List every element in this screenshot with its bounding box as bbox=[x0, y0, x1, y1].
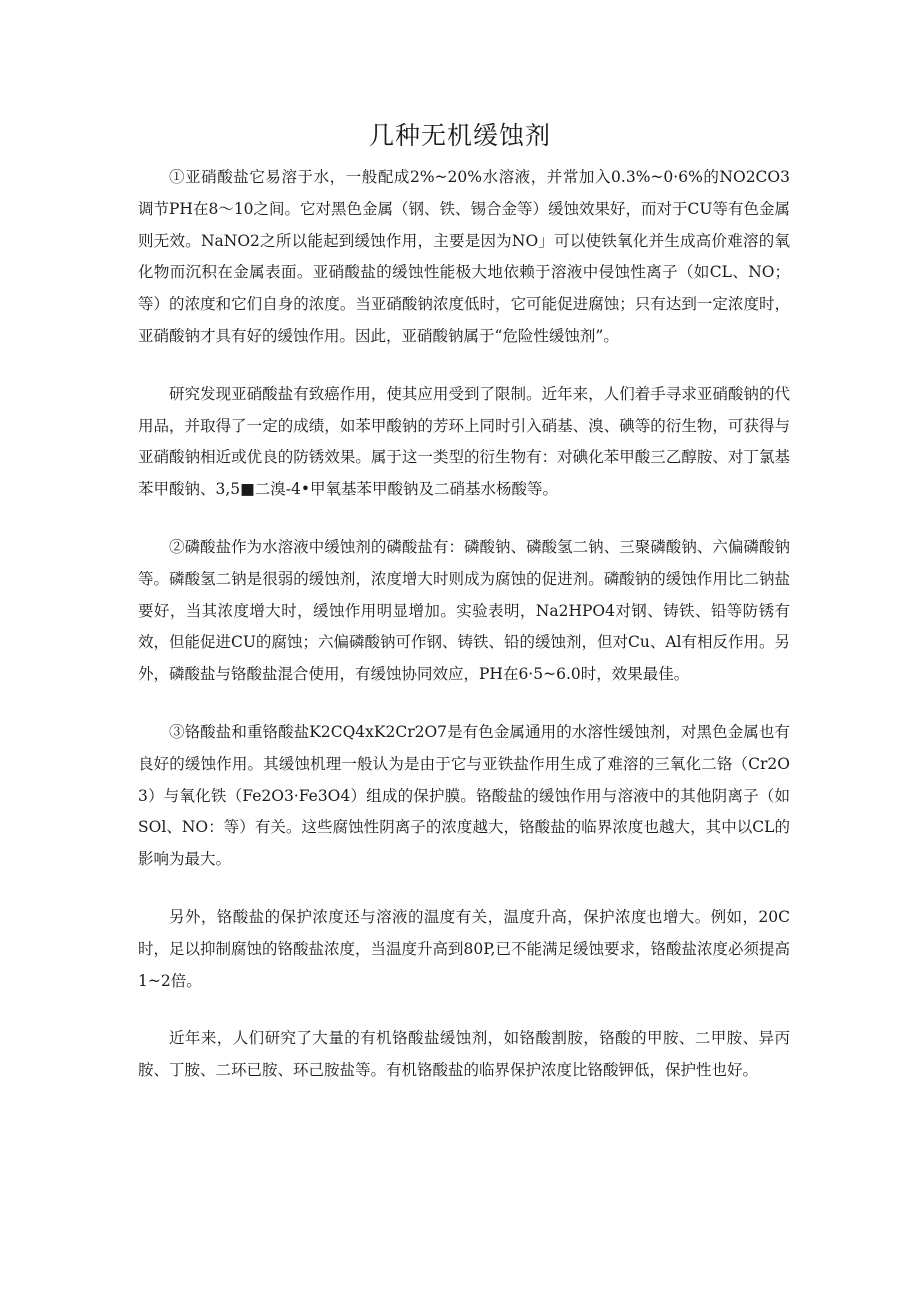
paragraph-chromate: ③铬酸盐和重铬酸盐K2CQ4xK2Cr2O7是有色金属通用的水溶性缓蚀剂，对黑色金属也有良好的缓蚀作用。其缓蚀机理一般认为是由于它与亚铁盐作用生成了难溶的三氧化二铬（Cr2O3）与氧化铁（Fe2O3·Fe3O4）组成的保护膜。铬酸盐的缓蚀作用与溶液中的其他阴离子（如SOl、NO：等）有关。这些腐蚀性阴离子的浓度越大，铬酸盐的临界浓度也越大，其中以CL的影响为最大。 bbox=[138, 722, 790, 869]
paragraph-chromate-temperature: 另外，铬酸盐的保护浓度还与溶液的温度有关，温度升高，保护浓度也增大。例如，20C时，足以抑制腐蚀的铬酸盐浓度，当温度升高到80P,已不能满足缓蚀要求，铬酸盐浓度必须提高1~2倍。 bbox=[138, 907, 790, 990]
paragraph-nitrite: ①亚硝酸盐它易溶于水，一般配成2%~20%水溶液，并常加入0.3%~0·6%的NO2CO3调节PH在8～10之间。它对黑色金属（钢、铁、锡合金等）缓蚀效果好，而对于CU等有色金属则无效。NaNO2之所以能起到缓蚀作用，主要是因为NO」可以使铁氧化并生成高价难溶的氧化物而沉积在金属表面。亚硝酸盐的缓蚀性能极大地依赖于溶液中侵蚀性离子（如CL、NO；等）的浓度和它们自身的浓度。当亚硝酸钠浓度低时，它可能促进腐蚀；只有达到一定浓度时，亚硝酸钠才具有好的缓蚀作用。因此，亚硝酸钠属于“危险性缓蚀剂”。 bbox=[138, 168, 790, 345]
paragraph-phosphate: ②磷酸盐作为水溶液中缓蚀剂的磷酸盐有：磷酸钠、磷酸氢二钠、三聚磷酸钠、六偏磷酸钠等。磷酸氢二钠是很弱的缓蚀剂，浓度增大时则成为腐蚀的促进剂。磷酸钠的缓蚀作用比二钠盐要好，当其浓度增大时，缓蚀作用明显增加。实验表明，Na2HPO4对钢、铸铁、铅等防锈有效，但能促进CU的腐蚀；六偏磷酸钠可作钢、铸铁、铅的缓蚀剂，但对Cu、Al有相反作用。另外，磷酸盐与铬酸盐混合使用，有缓蚀协同效应，PH在6·5~6.0时，效果最佳。 bbox=[138, 537, 790, 684]
paragraph-organic-chromate: 近年来，人们研究了大量的有机铬酸盐缓蚀剂，如铬酸割胺，铬酸的甲胺、二甲胺、异丙胺、丁胺、二环已胺、环己胺盐等。有机铬酸盐的临界保护浓度比铬酸钾低，保护性也好。 bbox=[138, 1029, 790, 1080]
document-body bbox=[138, 162, 790, 1113]
paragraph-nitrite-substitutes: 研究发现亚硝酸盐有致癌作用，使其应用受到了限制。近年来，人们着手寻求亚硝酸钠的代用品，并取得了一定的成绩，如苯甲酸钠的芳环上同时引入硝基、溴、碘等的衍生物，可获得与亚硝酸钠相近或优良的防锈效果。属于这一类型的衍生物有：对碘化苯甲酸三乙醇胺、对丁氯基苯甲酸钠、3,5■二溴-4•甲氧基苯甲酸钠及二硝基水杨酸等。 bbox=[138, 384, 790, 499]
document-title: 几种无机缓蚀剂 bbox=[368, 121, 551, 150]
